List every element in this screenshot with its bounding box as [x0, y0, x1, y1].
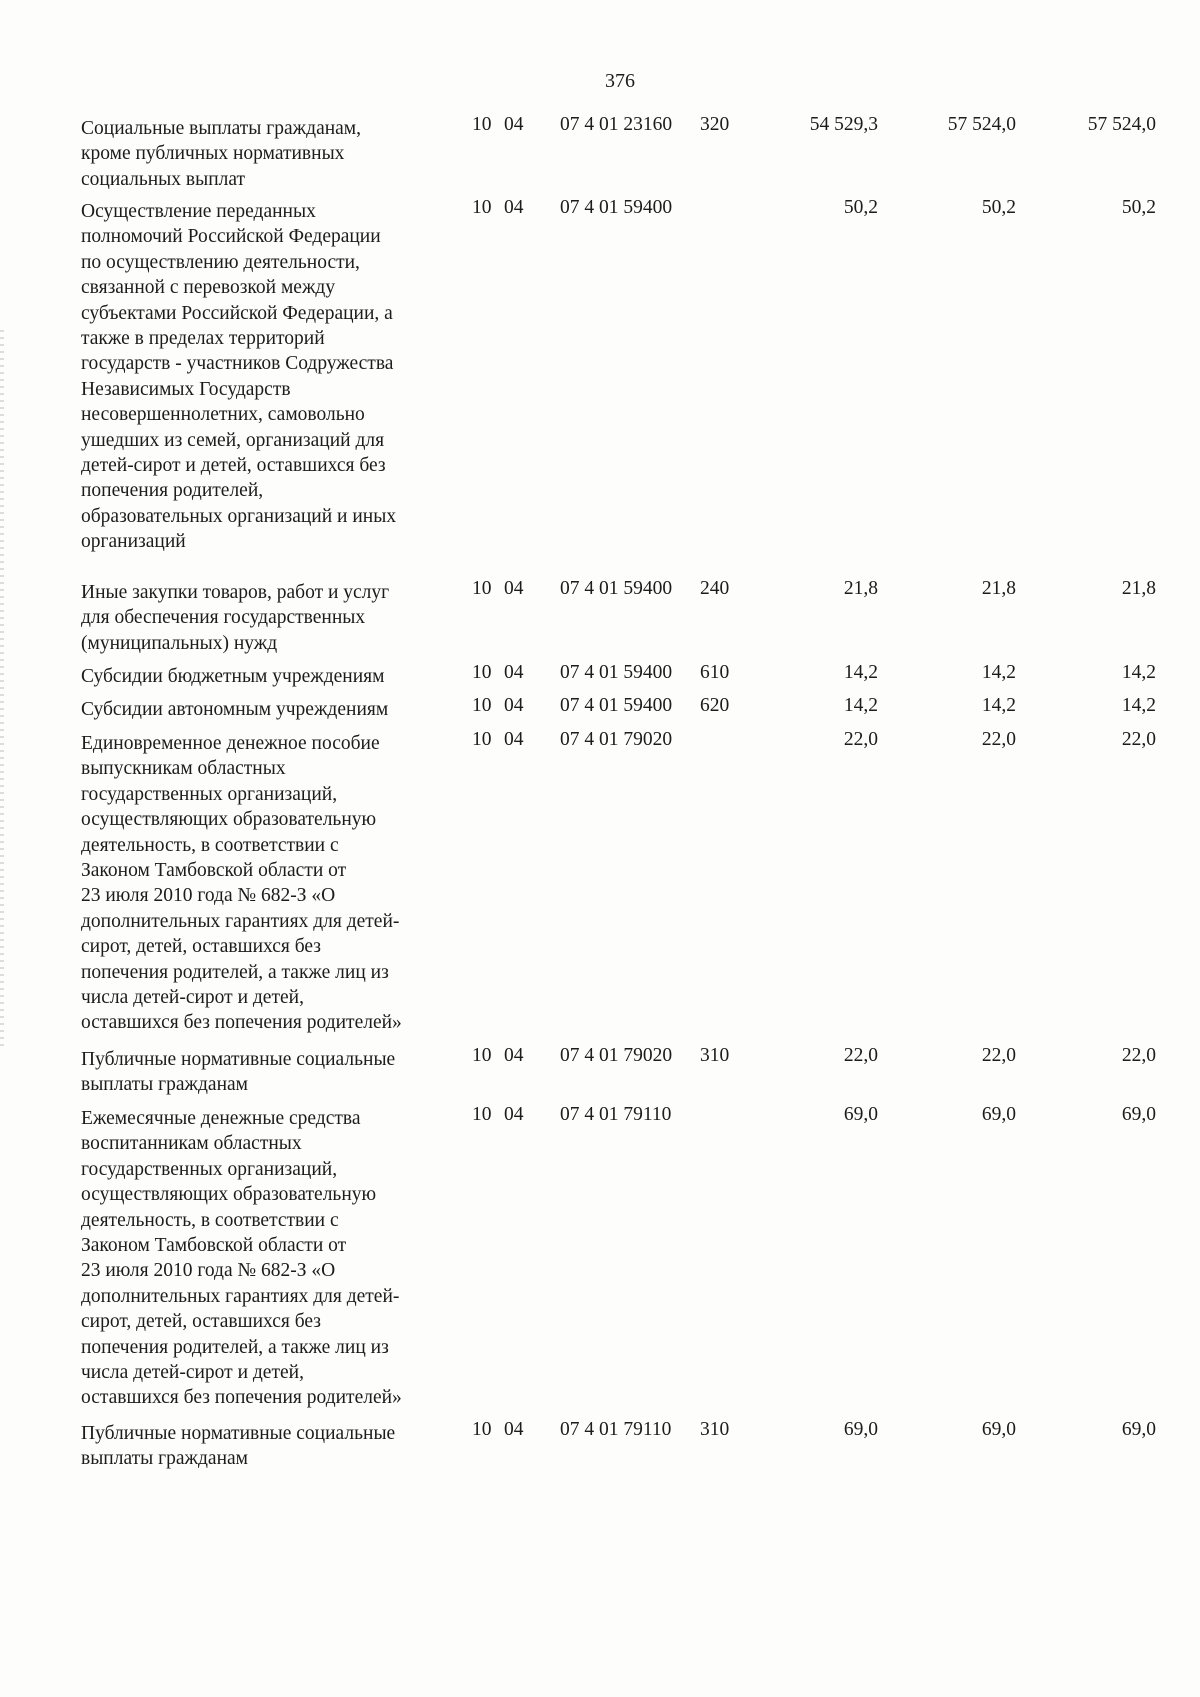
- row-target-article: 07 4 01 79020: [560, 729, 673, 750]
- row-amount-year3: 14,2: [1121, 662, 1156, 683]
- row-amount-year2: 21,8: [981, 578, 1016, 599]
- row-amount-year1: 50,2: [843, 197, 878, 218]
- row-target-article: 07 4 01 59400: [560, 695, 673, 716]
- row-target-article: 07 4 01 59400: [560, 197, 673, 218]
- row-subsection: 04: [504, 662, 524, 683]
- row-expense-type: 310: [700, 1419, 730, 1440]
- row-section: 10: [472, 729, 492, 750]
- row-amount-year1: 69,0: [843, 1419, 878, 1440]
- row-subsection: 04: [504, 695, 524, 716]
- row-description: Единовременное денежное пособие выпускникам областных государственных организаций, осуществляющих образовательную деятельность, в соответствии с Законом Тамбовской области от 23 июля 2010 года № 682-З «О дополнительных гарантиях для детей- сирот, детей, оставшихся без попечения родителей, а также лиц из числа детей-сирот и детей, оставшихся без попечения родителей»: [81, 733, 402, 1034]
- row-description: Публичные нормативные социальные выплаты гражданам: [81, 1423, 396, 1470]
- row-amount-year2: 14,2: [981, 662, 1016, 683]
- row-amount-year2: 69,0: [981, 1104, 1016, 1125]
- row-amount-year2: 22,0: [981, 729, 1016, 750]
- row-amount-year2: 22,0: [981, 1045, 1016, 1066]
- row-amount-year1: 69,0: [843, 1104, 878, 1125]
- row-amount-year2: 69,0: [981, 1419, 1016, 1440]
- row-description: Осуществление переданных полномочий Российской Федерации по осуществлению деятельности, связанной с перевозкой между субъектами Российской Федерации, а также в пределах территорий государств - участников Содружества Независимых Государств несовершеннолетних, самовольно ушедших из семей, организаций для детей-сирот и детей, оставшихся без попечения родителей, образовательных организаций и иных организаций: [81, 201, 397, 553]
- row-amount-year2: 14,2: [981, 695, 1016, 716]
- row-section: 10: [472, 114, 492, 135]
- row-expense-type: 320: [700, 114, 730, 135]
- row-subsection: 04: [504, 1104, 524, 1125]
- row-amount-year1: 22,0: [843, 1045, 878, 1066]
- row-amount-year3: 21,8: [1121, 578, 1156, 599]
- row-expense-type: 310: [700, 1045, 730, 1066]
- row-description: Ежемесячные денежные средства воспитанникам областных государственных организаций, осуществляющих образовательную деятельность, в соответствии с Законом Тамбовской области от 23 июля 2010 года № 682-З «О дополнительных гарантиях для детей- сирот, детей, оставшихся без попечения родителей, а также лиц из числа детей-сирот и детей, оставшихся без попечения родителей»: [81, 1108, 402, 1409]
- row-amount-year1: 21,8: [843, 578, 878, 599]
- row-section: 10: [472, 1419, 492, 1440]
- row-target-article: 07 4 01 79020: [560, 1045, 673, 1066]
- row-subsection: 04: [504, 578, 524, 599]
- row-amount-year3: 69,0: [1121, 1419, 1156, 1440]
- row-section: 10: [472, 1045, 492, 1066]
- row-description: Социальные выплаты гражданам, кроме публичных нормативных социальных выплат: [81, 118, 362, 190]
- row-amount-year3: 22,0: [1121, 729, 1156, 750]
- row-subsection: 04: [504, 1419, 524, 1440]
- row-amount-year1: 22,0: [843, 729, 878, 750]
- row-target-article: 07 4 01 79110: [560, 1419, 672, 1440]
- row-expense-type: 620: [700, 695, 730, 716]
- row-description: Публичные нормативные социальные выплаты гражданам: [81, 1049, 396, 1096]
- row-amount-year1: 14,2: [843, 695, 878, 716]
- row-amount-year3: 50,2: [1121, 197, 1156, 218]
- row-section: 10: [472, 662, 492, 683]
- row-amount-year3: 57 524,0: [1087, 114, 1156, 135]
- row-description: Иные закупки товаров, работ и услуг для обеспечения государственных (муниципальных) нужд: [81, 582, 390, 654]
- row-subsection: 04: [504, 1045, 524, 1066]
- row-amount-year3: 22,0: [1121, 1045, 1156, 1066]
- row-section: 10: [472, 578, 492, 599]
- row-description: Субсидии бюджетным учреждениям: [81, 666, 385, 687]
- row-subsection: 04: [504, 197, 524, 218]
- row-target-article: 07 4 01 59400: [560, 578, 673, 599]
- page-number: 376: [605, 70, 635, 92]
- row-section: 10: [472, 695, 492, 716]
- row-amount-year3: 69,0: [1121, 1104, 1156, 1125]
- row-expense-type: 240: [700, 578, 730, 599]
- row-amount-year2: 50,2: [981, 197, 1016, 218]
- row-subsection: 04: [504, 729, 524, 750]
- row-target-article: 07 4 01 79110: [560, 1104, 672, 1125]
- scan-edge-artifact: [0, 330, 4, 1050]
- row-target-article: 07 4 01 23160: [560, 114, 673, 135]
- row-section: 10: [472, 1104, 492, 1125]
- row-expense-type: 610: [700, 662, 730, 683]
- row-target-article: 07 4 01 59400: [560, 662, 673, 683]
- row-amount-year1: 14,2: [843, 662, 878, 683]
- row-section: 10: [472, 197, 492, 218]
- row-subsection: 04: [504, 114, 524, 135]
- row-amount-year2: 57 524,0: [947, 114, 1016, 135]
- row-amount-year1: 54 529,3: [809, 114, 878, 135]
- row-description: Субсидии автономным учреждениям: [81, 699, 389, 720]
- row-amount-year3: 14,2: [1121, 695, 1156, 716]
